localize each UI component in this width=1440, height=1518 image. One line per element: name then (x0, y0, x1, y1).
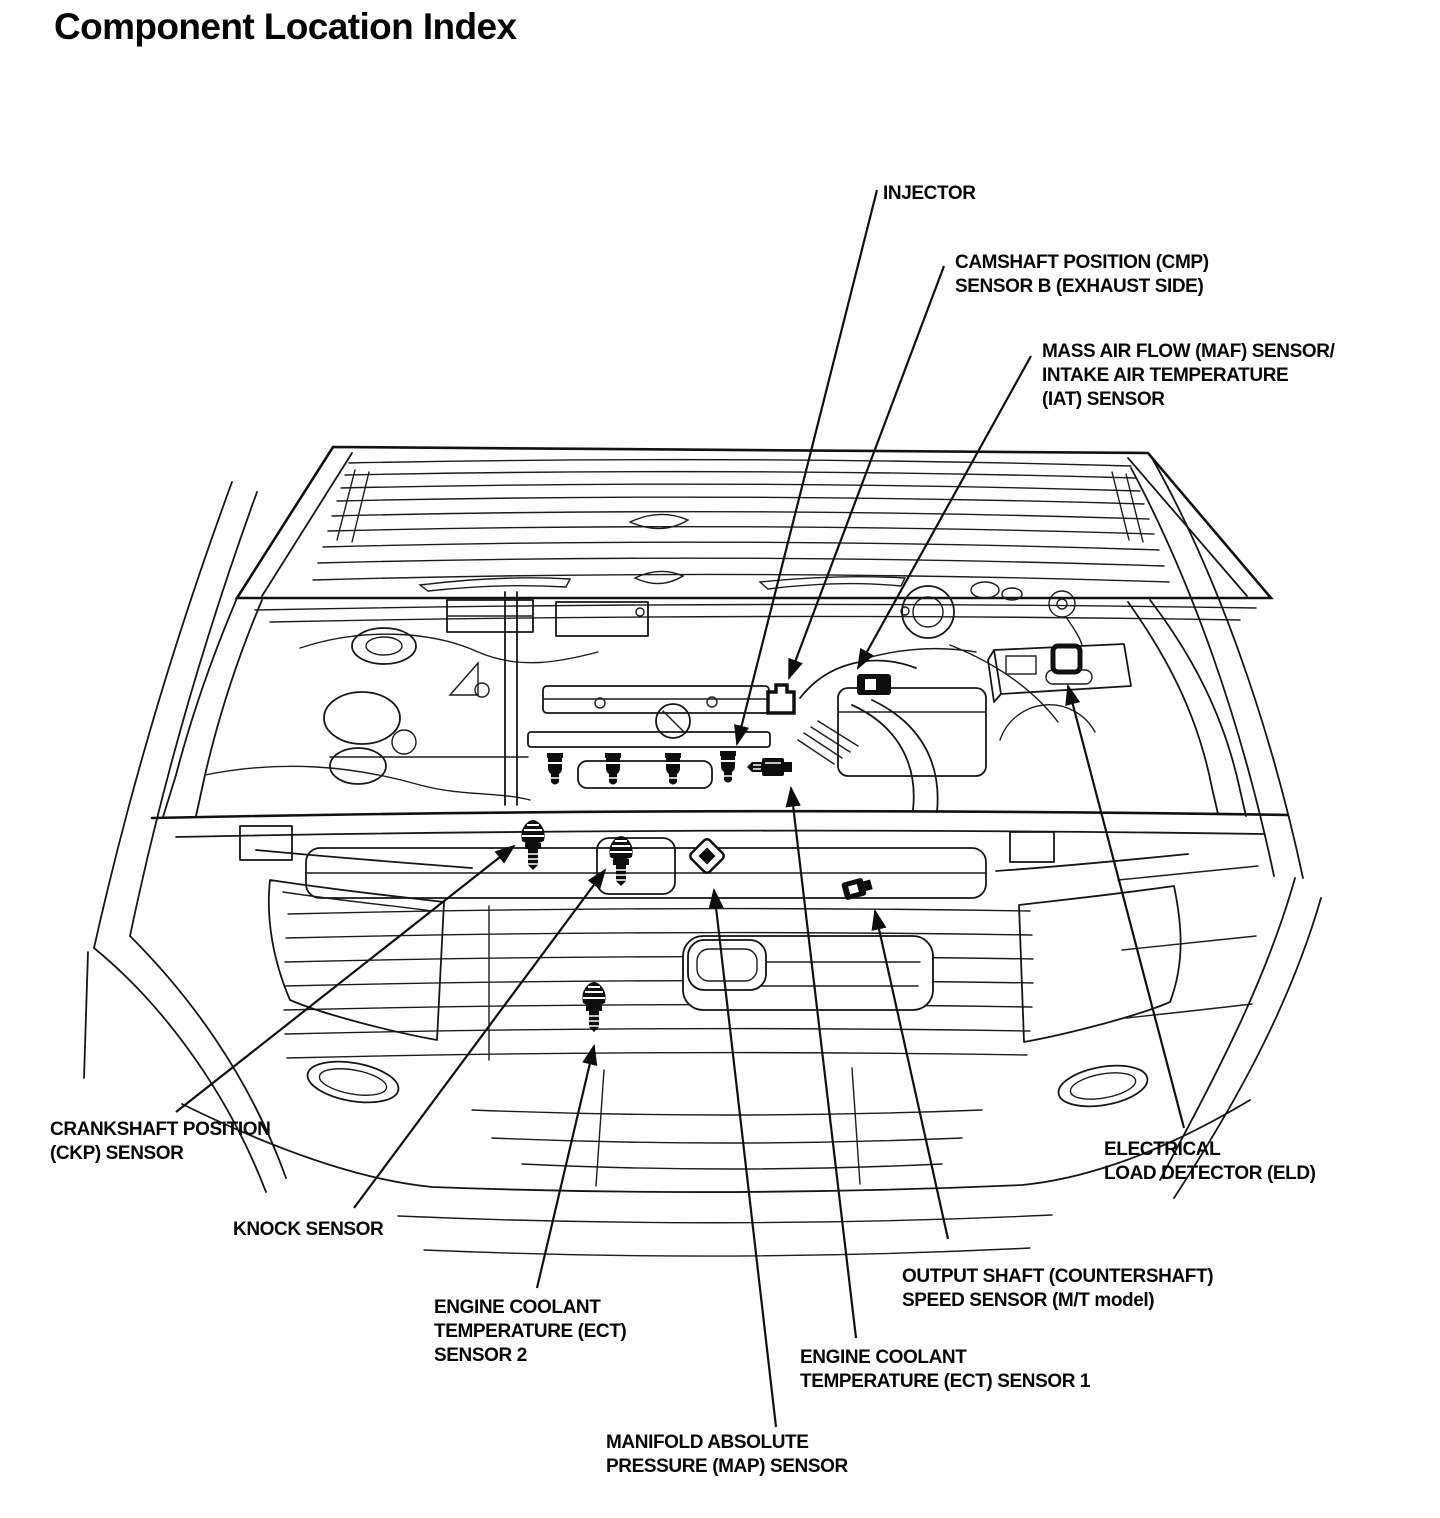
air-cleaner-box (838, 674, 986, 776)
ect1-sensor-glyph (747, 758, 792, 776)
label-map-sensor: MANIFOLD ABSOLUTE PRESSURE (MAP) SENSOR (606, 1432, 848, 1477)
injector-glyph-3 (665, 753, 681, 785)
label-output-shaft-speed-sensor: OUTPUT SHAFT (COUNTERSHAFT) SPEED SENSOR (M/T model) (902, 1266, 1214, 1311)
emblem (688, 940, 766, 990)
label-eld: ELECTRICAL LOAD DETECTOR (ELD) (1104, 1139, 1316, 1184)
eld-glyph (1053, 646, 1080, 672)
ckp-sensor-glyph (521, 820, 544, 870)
body-sides (84, 458, 1321, 1198)
label-knock-sensor: KNOCK SENSOR (233, 1219, 384, 1240)
label-injector: INJECTOR (883, 183, 976, 204)
injector-glyph-2 (605, 753, 621, 785)
map-sensor-glyph (689, 838, 726, 875)
injector-glyph-4 (720, 751, 736, 783)
cmp-sensor-glyph (768, 685, 794, 713)
injector-glyph-1 (547, 753, 563, 785)
engine-assembly (330, 592, 938, 812)
fuse-box (988, 591, 1131, 702)
fuel-rail (528, 732, 770, 747)
left-fog-light (304, 1055, 401, 1108)
page-title: Component Location Index (54, 6, 517, 47)
knock-sensor-glyph (609, 836, 632, 886)
label-ect-sensor-1: ENGINE COOLANT TEMPERATURE (ECT) SENSOR 1 (800, 1347, 1091, 1392)
leader-ckp-sensor (176, 846, 514, 1112)
label-maf-iat-sensor: MASS AIR FLOW (MAF) SENSOR/ INTAKE AIR TEMPERATURE (IAT) SENSOR (1042, 341, 1335, 410)
leader-maf-iat-sensor (858, 356, 1031, 668)
label-ect-sensor-2: ENGINE COOLANT TEMPERATURE (ECT) SENSOR 2 (434, 1297, 627, 1366)
ect2-sensor-glyph (582, 982, 605, 1032)
right-fog-light (1055, 1059, 1150, 1112)
hood-open (237, 447, 1271, 598)
label-cmp-sensor-b: CAMSHAFT POSITION (CMP) SENSOR B (EXHAUST SIDE) (955, 252, 1209, 297)
label-ckp-sensor: CRANKSHAFT POSITION (CKP) SENSOR (50, 1119, 271, 1164)
bay-left-structures (163, 598, 648, 817)
maf-iat-sensor-glyph (857, 674, 891, 695)
leader-eld (1068, 686, 1184, 1128)
output-shaft-speed-sensor-glyph (841, 876, 874, 901)
leader-injector (737, 190, 877, 744)
